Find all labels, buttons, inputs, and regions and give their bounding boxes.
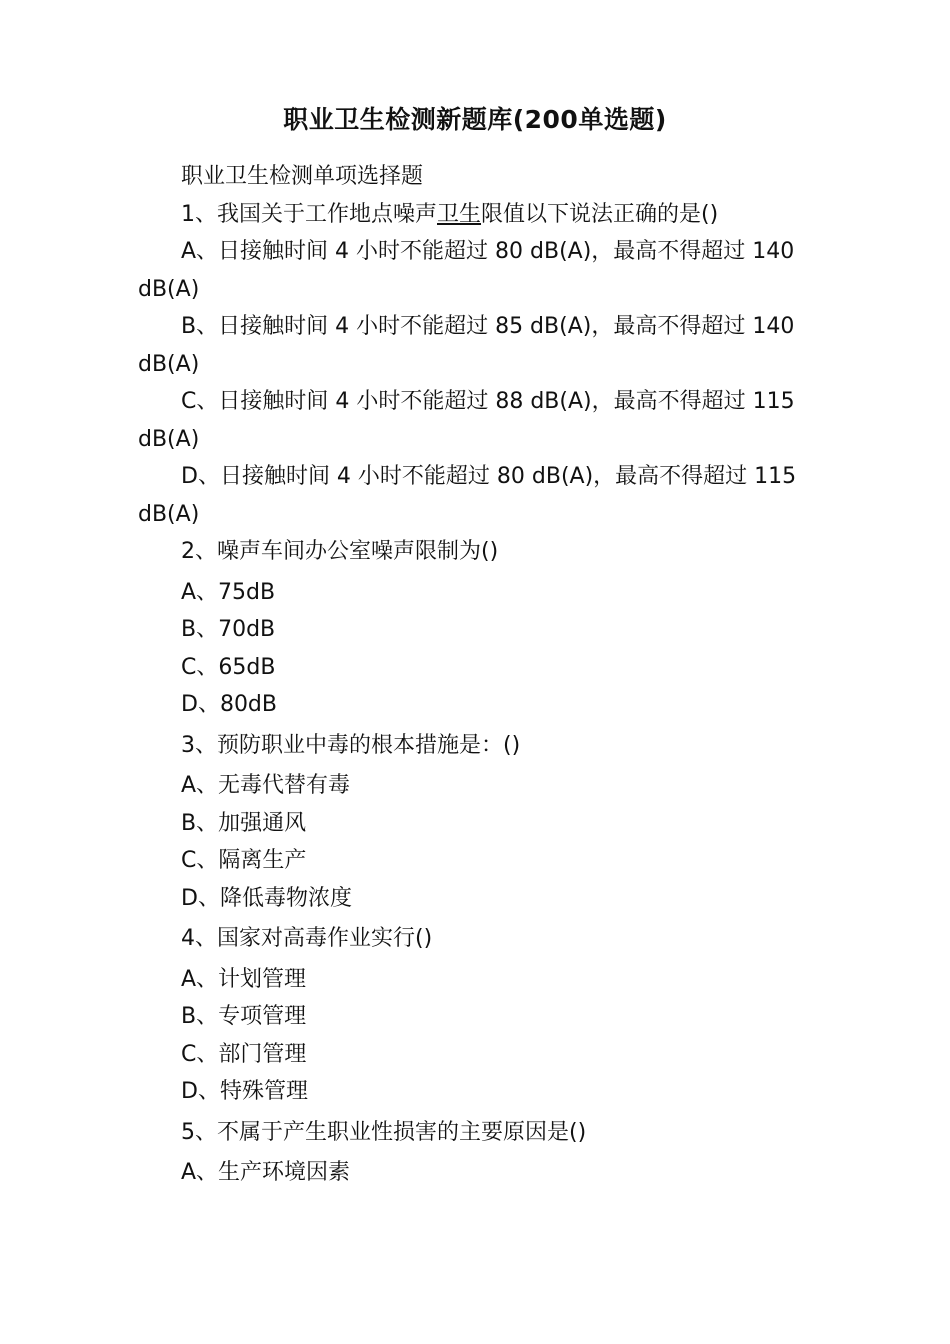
question-4-option-c: C、部门管理 [181, 1041, 307, 1067]
document-title: 职业卫生检测新题库(200单选题) [283, 105, 667, 134]
question-1-option-a: A、日接触时间 4 小时不能超过 80 dB(A)，最高不得超过 140 dB(A) [138, 239, 795, 302]
question-3-option-c: C、隔离生产 [181, 848, 307, 873]
question-1-stem [138, 196, 818, 234]
question-1-option-b: B、日接触时间 4 小时不能超过 85 dB(A)，最高不得超过 140 dB(A) [138, 314, 795, 377]
question-3-option-b: B、加强通风 [181, 810, 307, 836]
section-heading: 职业卫生检测单项选择题 [181, 164, 424, 189]
question-4-option-b: B、专项管理 [181, 1004, 307, 1029]
question-4-option-a: A、计划管理 [181, 966, 307, 992]
question-4-option-d: D、特殊管理 [181, 1079, 308, 1104]
question-2-option-d: D、80dB [181, 692, 277, 717]
question-4-stem: 4、国家对高毒作业实行() [181, 926, 433, 951]
question-1-stem-end: 限值以下说法正确的是() [481, 201, 719, 227]
underlined-term: 卫生 [437, 201, 482, 227]
question-3-option-a: A、无毒代替有毒 [181, 773, 351, 798]
question-5-option-a: A、生产环境因素 [181, 1160, 351, 1185]
question-2-option-b: B、70dB [181, 617, 276, 642]
question-1-option-c: C、日接触时间 4 小时不能超过 88 dB(A)，最高不得超过 115 dB(A) [138, 389, 795, 452]
document-body [138, 158, 818, 1192]
question-3-stem: 3、预防职业中毒的根本措施是：() [181, 732, 521, 758]
question-2-stem: 2、噪声车间办公室噪声限制为() [181, 539, 499, 564]
question-2-option-c: C、65dB [181, 654, 276, 680]
question-2-option-a: A、75dB [181, 579, 276, 605]
question-3-option-d: D、降低毒物浓度 [181, 885, 352, 911]
question-1-option-d: D、日接触时间 4 小时不能超过 80 dB(A)，最高不得超过 115 dB(A) [138, 464, 797, 527]
question-1-stem-start: 1、我国关于工作地点噪声 [181, 201, 437, 227]
question-5-stem: 5、不属于产生职业性损害的主要原因是() [181, 1119, 587, 1145]
